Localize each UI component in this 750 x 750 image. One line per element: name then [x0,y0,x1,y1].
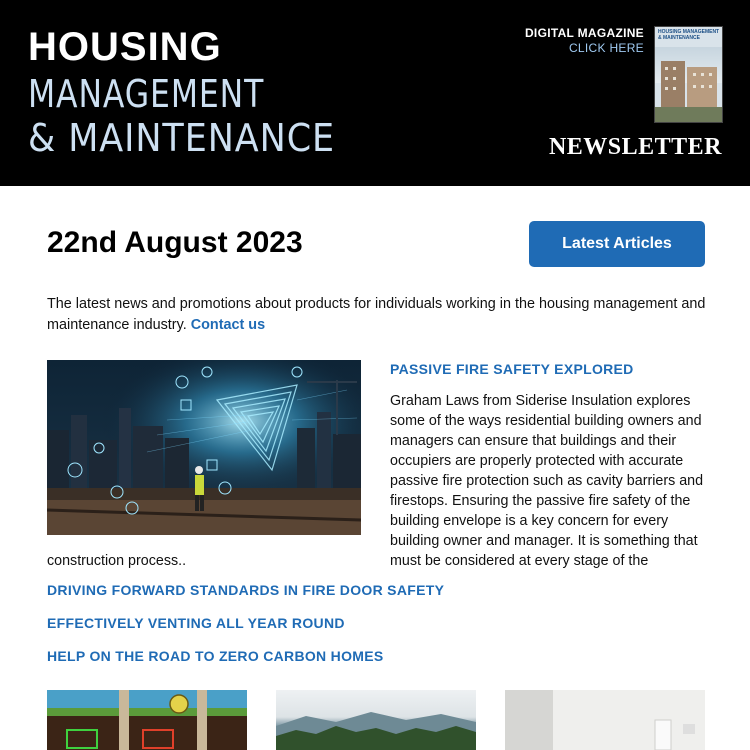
issue-date: 22nd August 2023 [47,226,303,259]
latest-articles-button[interactable]: Latest Articles [529,221,705,267]
newsletter-label: NEWSLETTER [548,134,722,160]
magazine-cover-image[interactable] [654,26,723,123]
article-thumbnail-3[interactable] [505,690,705,750]
article-link-venting[interactable]: EFFECTIVELY VENTING ALL YEAR ROUND [47,615,345,631]
site-header [0,0,750,186]
intro-paragraph: The latest news and promotions about products for individuals working in the housing management and maintenance industry. Contact us [47,296,706,333]
feature-article-body-tail: construction process.. [47,553,187,569]
feature-article-title[interactable]: PASSIVE FIRE SAFETY EXPLORED [390,361,634,377]
article-link-fire-door-safety[interactable]: DRIVING FORWARD STANDARDS IN FIRE DOOR SAFETY [47,582,445,598]
digital-magazine-link[interactable]: CLICK HERE [568,41,644,55]
article-thumbnail-2[interactable] [276,690,476,750]
feature-article-body: Graham Laws from Siderise Insulation explores some of the ways residential building owners and managers can ensure that buildings and their occupiers are properly protected with accurate passive fire protection such as cavity barriers and firestops. Ensuring the passive fire safety of the building envelope is a key concern for every building owner and manager. It is something that must be considered at every stage of the [390,393,704,569]
cover-title: HOUSING MANAGEMENT & MAINTENANCE [658,29,720,41]
article-link-zero-carbon[interactable]: HELP ON THE ROAD TO ZERO CARBON HOMES [47,648,384,664]
digital-magazine-label: DIGITAL MAGAZINE [524,26,644,40]
brand-line-housing: HOUSING [28,25,222,69]
brand-line-maintenance: & MAINTENANCE [28,116,336,160]
contact-us-link[interactable]: Contact us [190,317,266,333]
article-thumbnail-1[interactable] [47,690,247,750]
brand-line-management: MANAGEMENT [28,72,265,116]
feature-article-image[interactable] [47,360,361,535]
